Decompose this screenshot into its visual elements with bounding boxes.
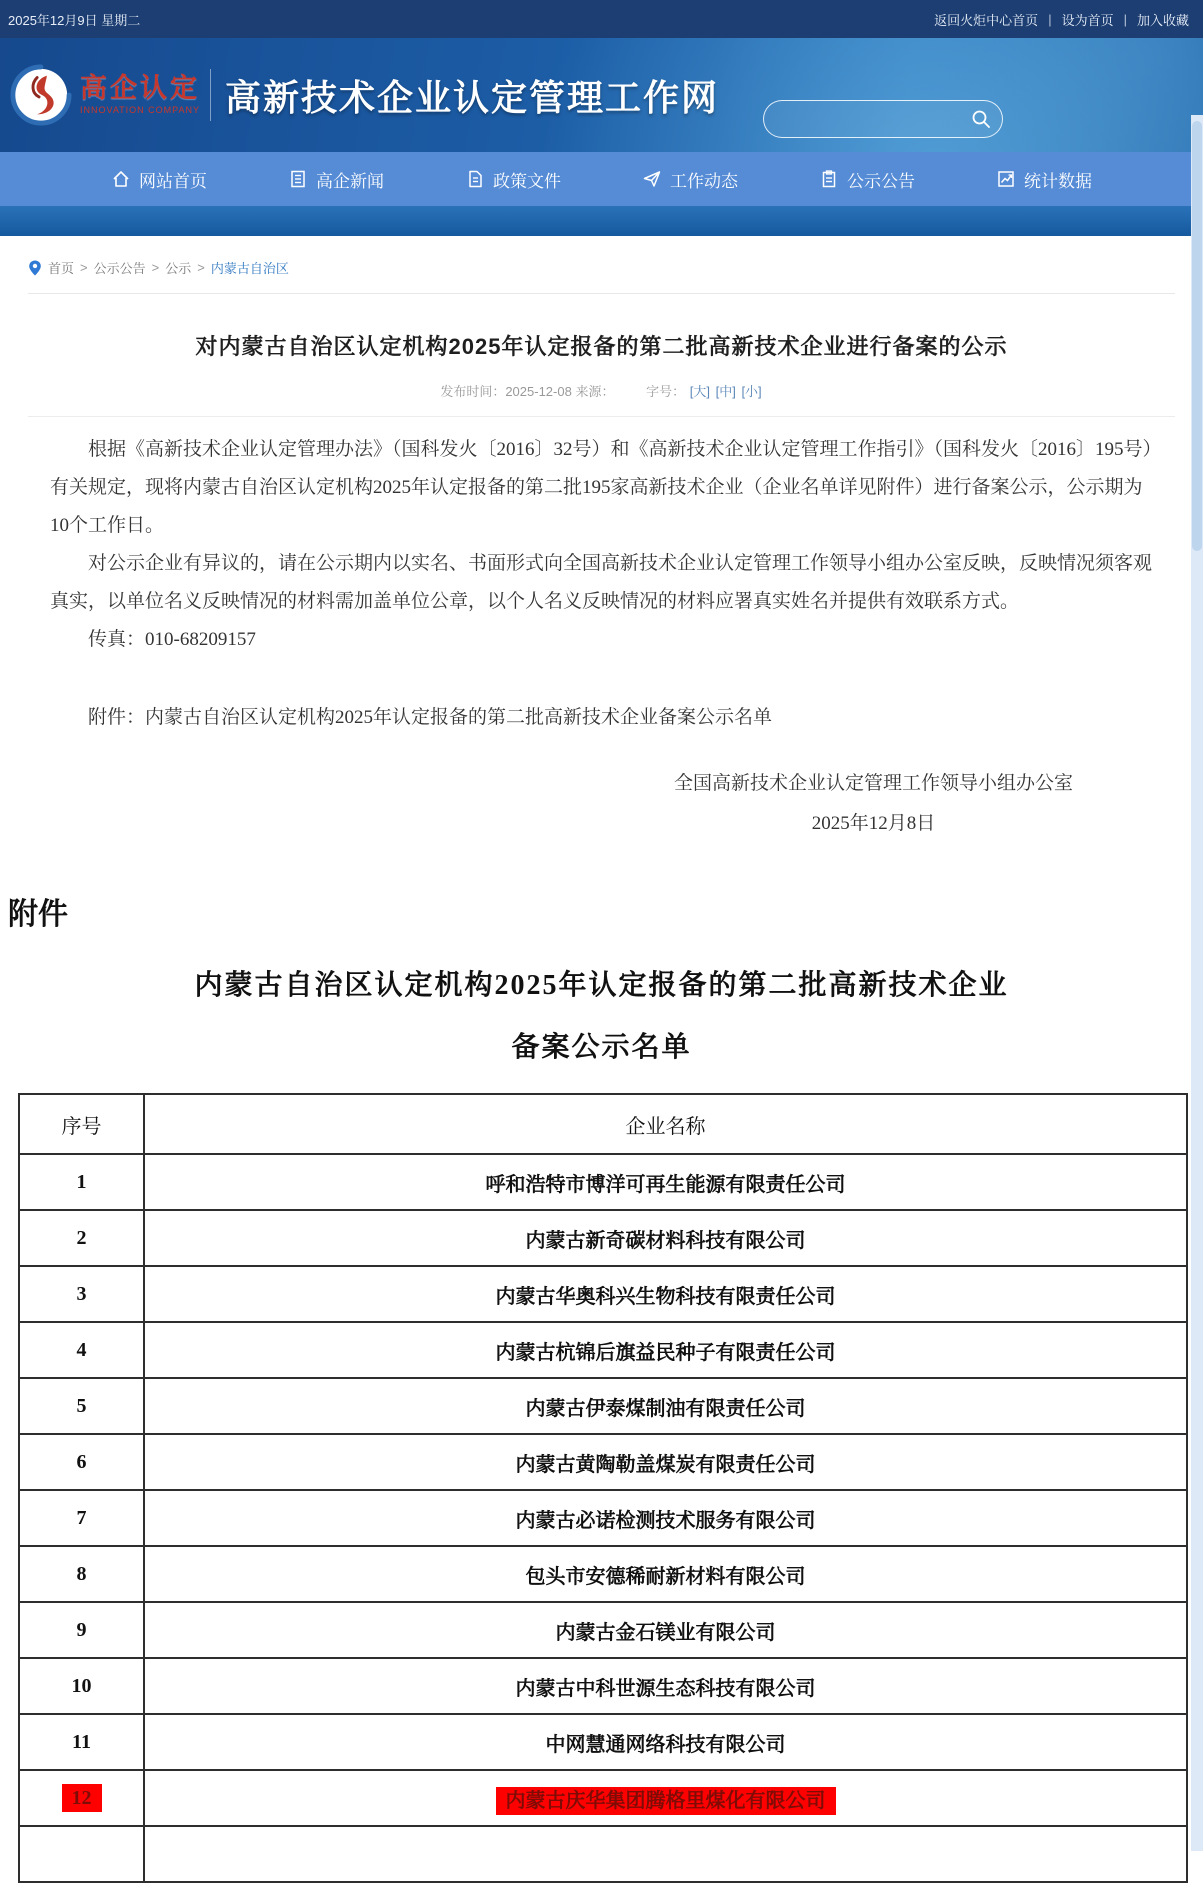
article-paragraph: 根据《高新技术企业认定管理办法》（国科发火〔2016〕32号）和《高新技术企业认定管理工作指引》（国科发火〔2016〕195号）有关规定，现将内蒙古自治区认定机构2025年认定报备的第二批195家高新技术企业（企业名单详见附件）进行备案公示，公示期为10个工作日。 (50, 439, 1153, 536)
news-doc-icon (288, 169, 308, 189)
logo-text (80, 75, 200, 115)
row-serial: 10 (19, 1658, 144, 1714)
policy-doc-icon (465, 169, 485, 189)
breadcrumb-home[interactable]: 首页 (48, 261, 75, 276)
table-row (19, 1154, 1187, 1210)
scrollbar-thumb[interactable] (1192, 121, 1202, 551)
table-row (19, 1322, 1187, 1378)
article-paragraph: 对公示企业有异议的，请在公示期内以实名、书面形式向全国高新技术企业认定管理工作领导小组办公室反映，反映情况须客观真实，以单位名义反映情况的材料需加盖单位公章，以个人名义反映情况的材料应署真实姓名并提供有效联系方式。 (50, 553, 1153, 612)
company-name: 内蒙古杭锦后旗益民种子有限责任公司 (144, 1322, 1187, 1378)
row-serial: 8 (19, 1546, 144, 1602)
table-row (19, 1434, 1187, 1490)
nav-item-statistics[interactable] (996, 167, 1092, 192)
article-meta (0, 381, 1203, 400)
company-name-highlighted: 内蒙古庆华集团腾格里煤化有限公司 (144, 1770, 1187, 1826)
breadcrumb-announcements[interactable]: 公示公告 (93, 261, 146, 276)
article-body (0, 431, 1203, 843)
link-torch-home[interactable]: 返回火炬中心首页 (934, 12, 1039, 28)
breadcrumb-separator: > (197, 260, 205, 275)
site-header (0, 38, 1203, 152)
table-row-highlighted (19, 1770, 1187, 1826)
row-serial: 9 (19, 1602, 144, 1658)
nav-label: 政策文件 (493, 171, 561, 191)
nav-sub-strip (0, 206, 1203, 236)
site-title: 高新技术企业认定管理工作网 (225, 76, 720, 118)
col-header-serial: 序号 (19, 1094, 144, 1154)
row-serial: 1 (19, 1154, 144, 1210)
location-pin-icon (28, 260, 42, 276)
clipboard-icon (819, 169, 839, 189)
paper-plane-icon (642, 169, 662, 189)
article-title: 对内蒙古自治区认定机构2025年认定报备的第二批高新技术企业进行备案的公示 (195, 334, 1008, 359)
link-separator: | (1048, 11, 1052, 27)
attachment-link-line[interactable]: 附件：内蒙古自治区认定机构2025年认定报备的第二批高新技术企业备案公示名单 (88, 707, 773, 728)
top-utility-bar (0, 0, 1203, 38)
top-links (934, 10, 1189, 29)
stats-chart-icon (996, 169, 1016, 189)
nav-item-announcements[interactable] (819, 167, 915, 192)
logo-swirl-icon (10, 64, 72, 126)
signature-block (674, 765, 1073, 843)
header-divider (210, 69, 211, 121)
nav-label: 网站首页 (139, 171, 207, 191)
link-add-favorite[interactable]: 加入收藏 (1136, 12, 1189, 28)
company-name: 中网慧通网络科技有限公司 (144, 1714, 1187, 1770)
attachment-title-line1: 内蒙古自治区认定机构2025年认定报备的第二批高新技术企业 (194, 970, 1009, 1001)
row-serial: 2 (19, 1210, 144, 1266)
fontsize-medium-button[interactable]: [中] (715, 384, 736, 399)
nav-item-home[interactable] (111, 167, 207, 192)
row-serial-highlighted: 12 (19, 1770, 144, 1826)
signature-office: 全国高新技术企业认定管理工作领导小组办公室 (673, 773, 1073, 794)
table-row (19, 1714, 1187, 1770)
meta-divider (28, 416, 1175, 417)
link-set-homepage[interactable]: 设为首页 (1061, 12, 1114, 28)
search-icon[interactable] (971, 109, 991, 129)
nav-item-policy[interactable] (465, 167, 561, 192)
breadcrumb-separator: > (80, 260, 88, 275)
row-serial: 7 (19, 1490, 144, 1546)
table-header-row (19, 1094, 1187, 1154)
company-name: 内蒙古必诺检测技术服务有限公司 (144, 1490, 1187, 1546)
row-serial: 4 (19, 1322, 144, 1378)
fontsize-large-button[interactable]: [大] (689, 384, 710, 399)
company-name: 内蒙古伊泰煤制油有限责任公司 (144, 1378, 1187, 1434)
publish-info: 发布时间：2025-12-08 来源： (440, 384, 615, 399)
logo-subtitle: INNOVATION COMPANY (80, 105, 201, 115)
company-name: 包头市安德稀耐新材料有限公司 (144, 1546, 1187, 1602)
company-name: 内蒙古新奇碳材料科技有限公司 (144, 1210, 1187, 1266)
table-row (19, 1658, 1187, 1714)
table-row (19, 1266, 1187, 1322)
signature-date: 2025年12月8日 (811, 813, 936, 834)
attachment-title-line2: 备案公示名单 (511, 1032, 692, 1063)
company-name: 内蒙古中科世源生态科技有限公司 (144, 1658, 1187, 1714)
row-serial: 11 (19, 1714, 144, 1770)
nav-label: 公示公告 (847, 171, 915, 191)
nav-item-updates[interactable] (642, 167, 738, 192)
company-name: 呼和浩特市博洋可再生能源有限责任公司 (144, 1154, 1187, 1210)
row-serial (19, 1826, 144, 1882)
table-row (19, 1546, 1187, 1602)
scrollbar[interactable] (1191, 115, 1203, 1851)
link-separator: | (1123, 11, 1127, 27)
main-nav (0, 152, 1203, 206)
nav-item-news[interactable] (288, 167, 384, 192)
fontsize-small-button[interactable]: [小] (741, 384, 762, 399)
row-serial: 6 (19, 1434, 144, 1490)
home-icon (111, 169, 131, 189)
row-serial: 5 (19, 1378, 144, 1434)
breadcrumb-publicity[interactable]: 公示 (165, 261, 192, 276)
breadcrumb-separator: > (151, 260, 160, 275)
breadcrumb (28, 258, 1175, 294)
company-roster-table (18, 1093, 1188, 1883)
logo-title: 高企认定 (80, 73, 200, 103)
site-logo[interactable] (0, 64, 200, 126)
company-name: 内蒙古黄陶勒盖煤炭有限责任公司 (144, 1434, 1187, 1490)
company-name: 内蒙古金石镁业有限公司 (144, 1602, 1187, 1658)
nav-label: 工作动态 (670, 171, 738, 191)
nav-label: 统计数据 (1024, 171, 1092, 191)
breadcrumb-current-region[interactable]: 内蒙古自治区 (210, 261, 289, 276)
fontsize-label: 字号： (646, 384, 686, 399)
table-row (19, 1602, 1187, 1658)
table-row (19, 1378, 1187, 1434)
attachment-heading: 附件 (8, 898, 68, 931)
table-row (19, 1210, 1187, 1266)
nav-label: 高企新闻 (316, 171, 384, 191)
col-header-company: 企业名称 (144, 1094, 1187, 1154)
search-box[interactable] (763, 100, 1003, 138)
table-row (19, 1490, 1187, 1546)
fax-line: 传真：010-68209157 (88, 629, 256, 650)
table-row-partial (19, 1826, 1187, 1882)
search-input[interactable] (764, 111, 971, 127)
current-date: 2025年12月9日 星期二 (8, 12, 141, 28)
row-serial: 3 (19, 1266, 144, 1322)
company-name: 内蒙古华奥科兴生物科技有限责任公司 (144, 1266, 1187, 1322)
company-name (144, 1826, 1187, 1882)
